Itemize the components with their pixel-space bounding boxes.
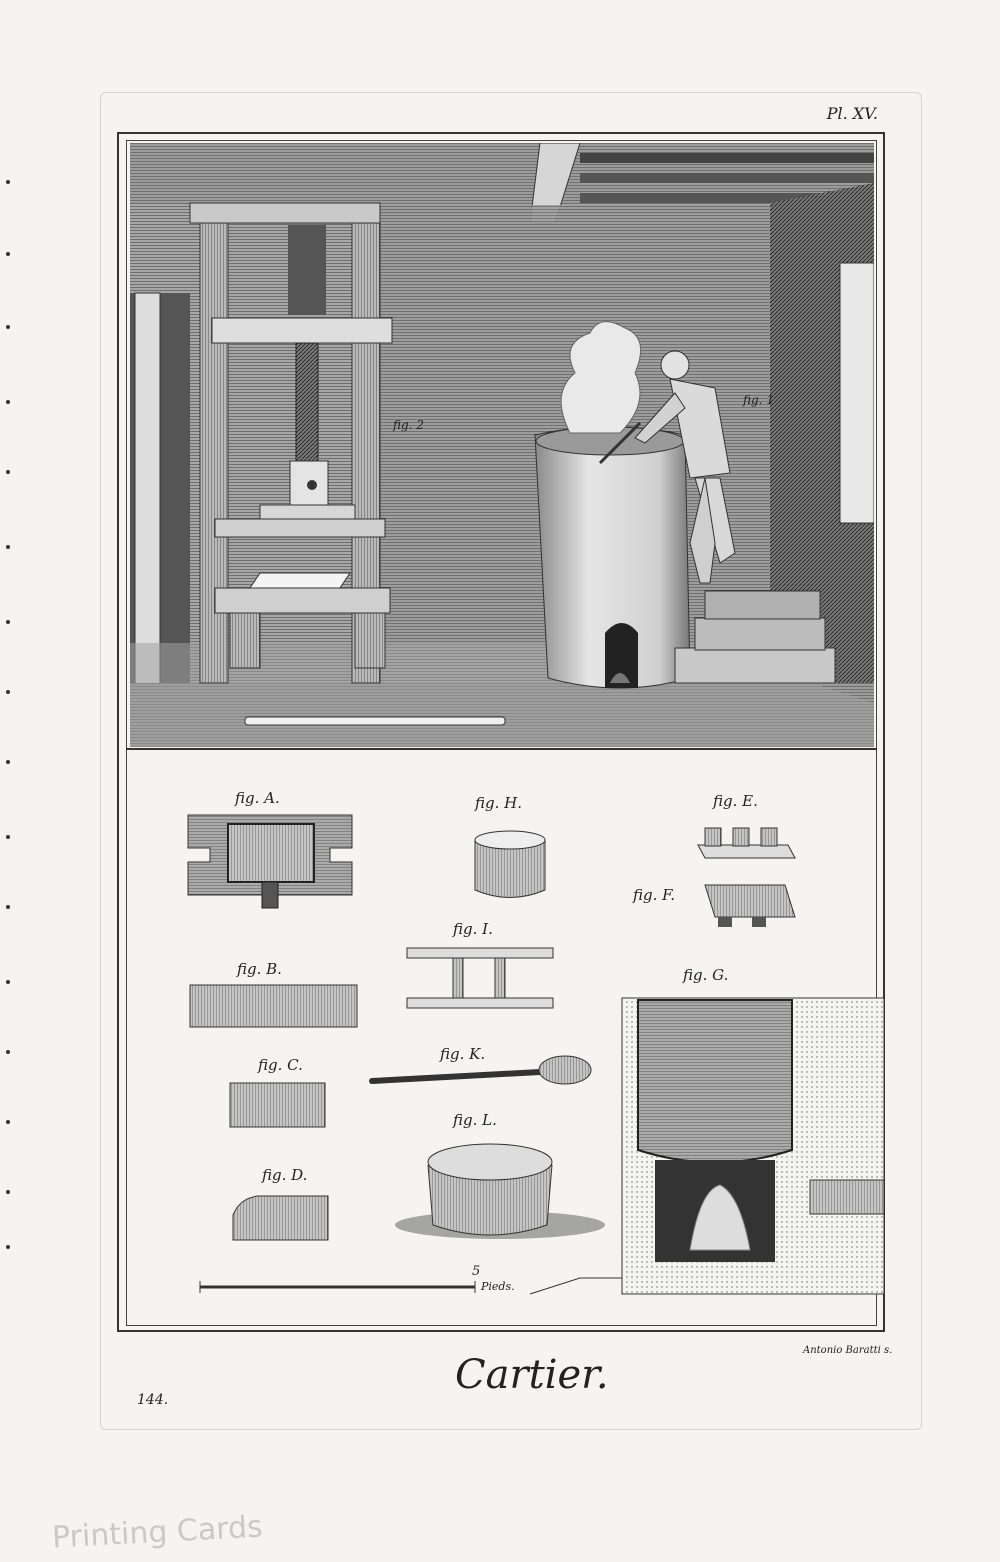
fig-f-label: fig. F. [633, 886, 675, 904]
fig-i-label: fig. I. [453, 920, 493, 938]
engraver-credit: Antonio Baratti s. [803, 1345, 893, 1356]
fig-f-drawing [705, 885, 795, 927]
scale-number: 5 [472, 1264, 481, 1279]
fig-g-drawing [530, 998, 884, 1294]
fig-c-label: fig. C. [258, 1056, 303, 1074]
fig-d-label: fig. D. [262, 1166, 308, 1184]
scale-unit: Pieds. [481, 1280, 515, 1293]
plate-number: Pl. XV. [826, 104, 878, 123]
fig-h-drawing [475, 831, 545, 898]
fig-a-drawing [188, 815, 352, 908]
fig-e-drawing [698, 828, 795, 858]
fig-b-drawing [190, 985, 357, 1027]
fig-c-drawing [230, 1083, 325, 1127]
fig-l-label: fig. L. [453, 1111, 497, 1129]
fig-i-drawing [407, 948, 553, 1008]
fig-1-label: fig. 1 [743, 393, 774, 407]
fig-b-label: fig. B. [237, 960, 282, 978]
page-number: 144. [137, 1392, 169, 1408]
fig-h-label: fig. H. [475, 794, 522, 812]
handwritten-note: Printing Cards [51, 1509, 264, 1556]
fig-e-label: fig. E. [713, 792, 758, 810]
fig-a-label: fig. A. [235, 789, 280, 807]
fig-d-drawing [233, 1196, 328, 1240]
plate-title: Cartier. [455, 1352, 609, 1398]
fig-2-label: fig. 2 [393, 418, 424, 432]
scale-bar [200, 1281, 475, 1293]
fig-g-label: fig. G. [683, 966, 729, 984]
fig-l-drawing [395, 1144, 605, 1239]
fig-k-label: fig. K. [440, 1045, 486, 1063]
